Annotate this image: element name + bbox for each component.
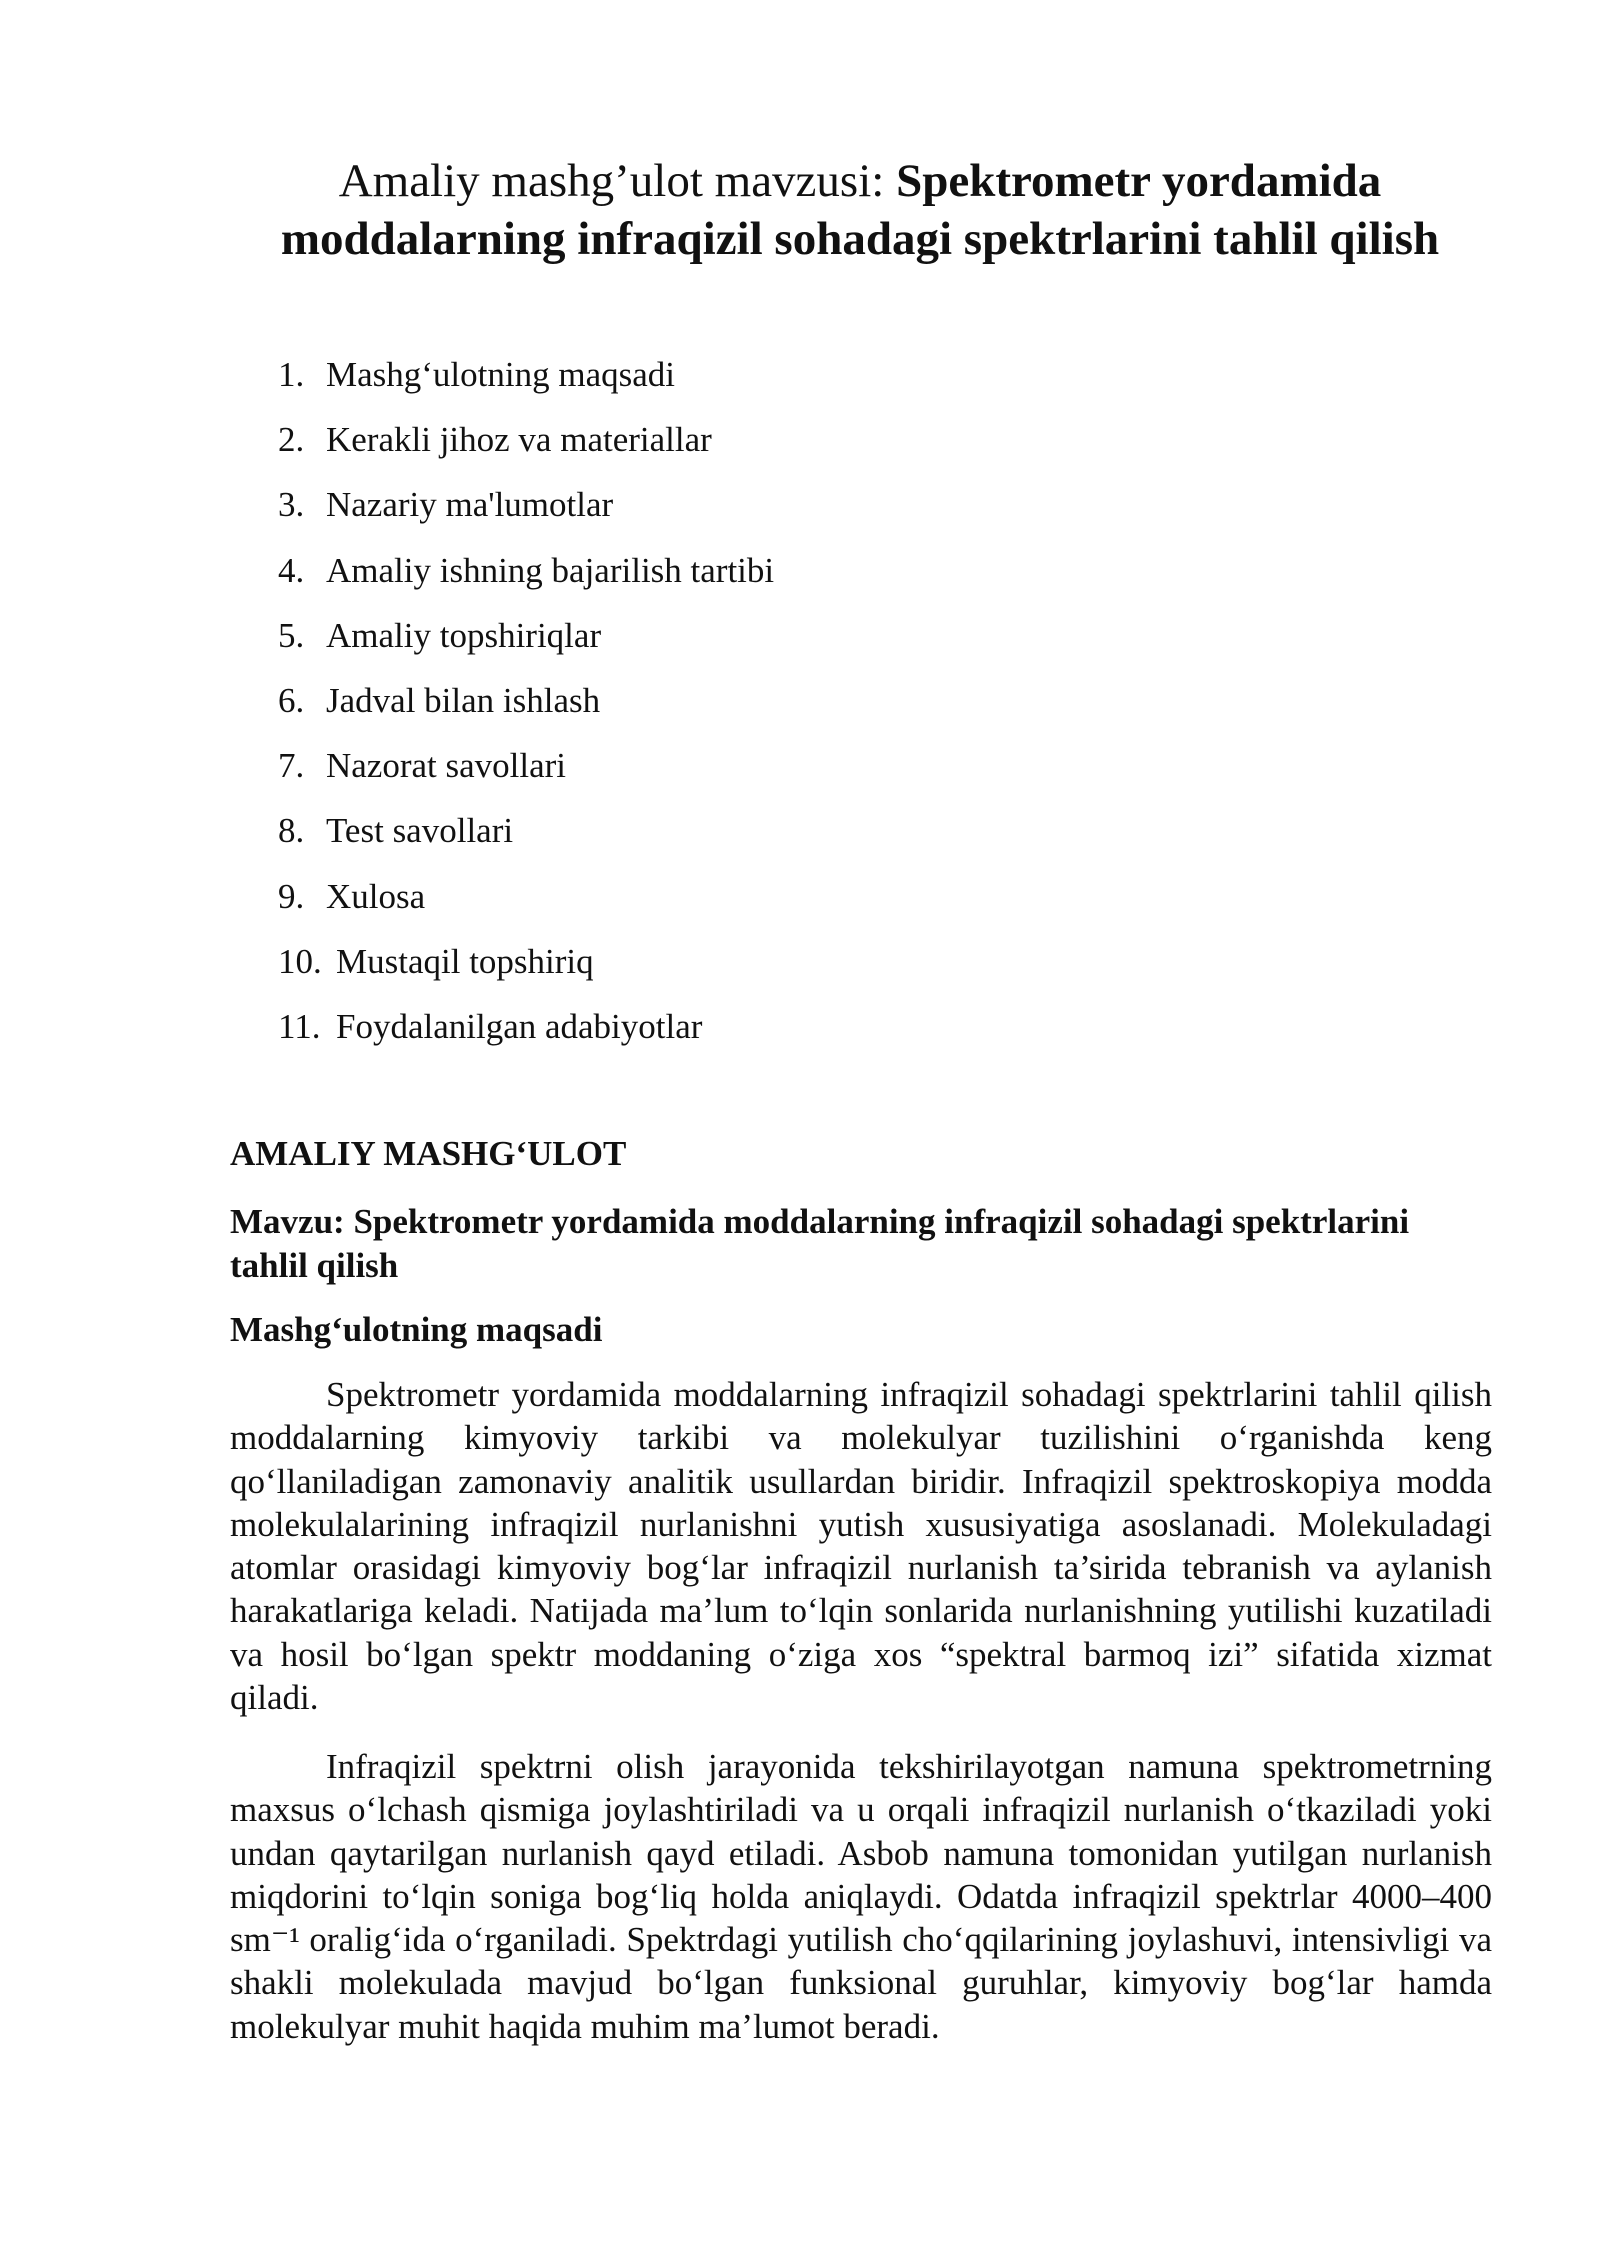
table-of-contents xyxy=(278,345,774,1062)
toc-item-number: 10. xyxy=(278,941,322,981)
toc-item-number: 6. xyxy=(278,680,305,720)
toc-item xyxy=(278,932,774,997)
page-title xyxy=(200,152,1520,268)
toc-item-label: Mustaqil topshiriq xyxy=(336,941,594,981)
toc-item-label: Foydalanilgan adabiyotlar xyxy=(336,1006,703,1046)
toc-item xyxy=(278,736,774,801)
title-topic: Spektrometr yordamida moddalarning infraqizil sohadagi spektrlarini tahlil qilish xyxy=(280,155,1440,265)
toc-item xyxy=(278,997,774,1062)
toc-item-number: 5. xyxy=(278,615,305,655)
toc-item-number: 11. xyxy=(278,1006,321,1046)
toc-item xyxy=(278,801,774,866)
toc-item-label: Amaliy ishning bajarilish tartibi xyxy=(326,550,775,590)
body-paragraph-1: Spektrometr yordamida moddalarning infraqizil sohadagi spektrlarini tahlil qilish moddalarning kimyoviy tarkibi va molekulyar tuzilishini o‘rganishda keng qo‘llaniladigan zamonaviy analitik usullardan biridir. Infraqizil spektroskopiya modda molekulalarining infraqizil nurlanishni yutish xususiyatiga asoslanadi. Molekuladagi atomlar orasidagi kimyoviy bog‘lar infraqizil nurlanish ta’sirida tebranish va aylanish harakatlariga keladi. Natijada ma’lum to‘lqin sonlarida nurlanishning yutilishi kuzatiladi va hosil bo‘lgan spektr moddaning o‘ziga xos “spektral barmoq izi” sifatida xizmat qiladi. xyxy=(230,1375,1492,1718)
toc-item-label: Mashg‘ulotning maqsadi xyxy=(326,355,675,394)
toc-item-label: Nazariy ma'lumotlar xyxy=(326,485,614,525)
toc-item-number: 2. xyxy=(278,420,305,460)
toc-item xyxy=(278,541,774,606)
toc-item-label: Nazorat savollari xyxy=(326,746,567,786)
toc-item-label: Kerakli jihoz va materiallar xyxy=(326,420,712,460)
section-heading: AMALIY MASHG‘ULOT xyxy=(230,1134,627,1173)
toc-item-number: 3. xyxy=(278,485,305,525)
title-prefix: Amaliy mashg’ulot mavzusi: xyxy=(338,155,897,207)
goal-heading: Mashg‘ulotning maqsadi xyxy=(230,1310,603,1349)
toc-item xyxy=(278,867,774,932)
toc-item xyxy=(278,606,774,671)
body-paragraph-2: Infraqizil spektrni olish jarayonida tekshirilayotgan namuna spektrometrning maxsus o‘lchash qismiga joylashtiriladi va u orqali infraqizil nurlanish o‘tkaziladi yoki undan qaytarilgan nurlanish qayd etiladi. Asbob namuna tomonidan yutilgan nurlanish miqdorini to‘lqin soniga bog‘liq holda aniqlaydi. Odatda infraqizil spektrlar 4000–400 sm⁻¹ oralig‘ida o‘rganiladi. Spektrdagi yutilish cho‘qqilarining joylashuvi, intensivligi va shakli molekulada mavjud bo‘lgan funksional guruhlar, kimyoviy bog‘lar hamda molekulyar muhit haqida muhim ma’lumot beradi. xyxy=(230,1747,1492,2046)
toc-item xyxy=(278,410,774,475)
toc-item xyxy=(278,475,774,540)
toc-item-label: Xulosa xyxy=(326,876,426,916)
toc-item xyxy=(278,345,774,410)
section-topic: Mavzu: Spektrometr yordamida moddalarning infraqizil sohadagi spektrlarini tahlil qilish xyxy=(230,1202,1410,1285)
toc-item-number: 8. xyxy=(278,811,305,851)
toc-item-number: 9. xyxy=(278,876,305,916)
toc-item-label: Jadval bilan ishlash xyxy=(326,680,601,720)
toc-item-number: 4. xyxy=(278,550,305,590)
toc-item-number: 7. xyxy=(278,746,305,786)
toc-item xyxy=(278,671,774,736)
toc-item-number: 1. xyxy=(278,355,305,394)
toc-item-label: Amaliy topshiriqlar xyxy=(326,615,602,655)
toc-item-label: Test savollari xyxy=(326,811,514,851)
